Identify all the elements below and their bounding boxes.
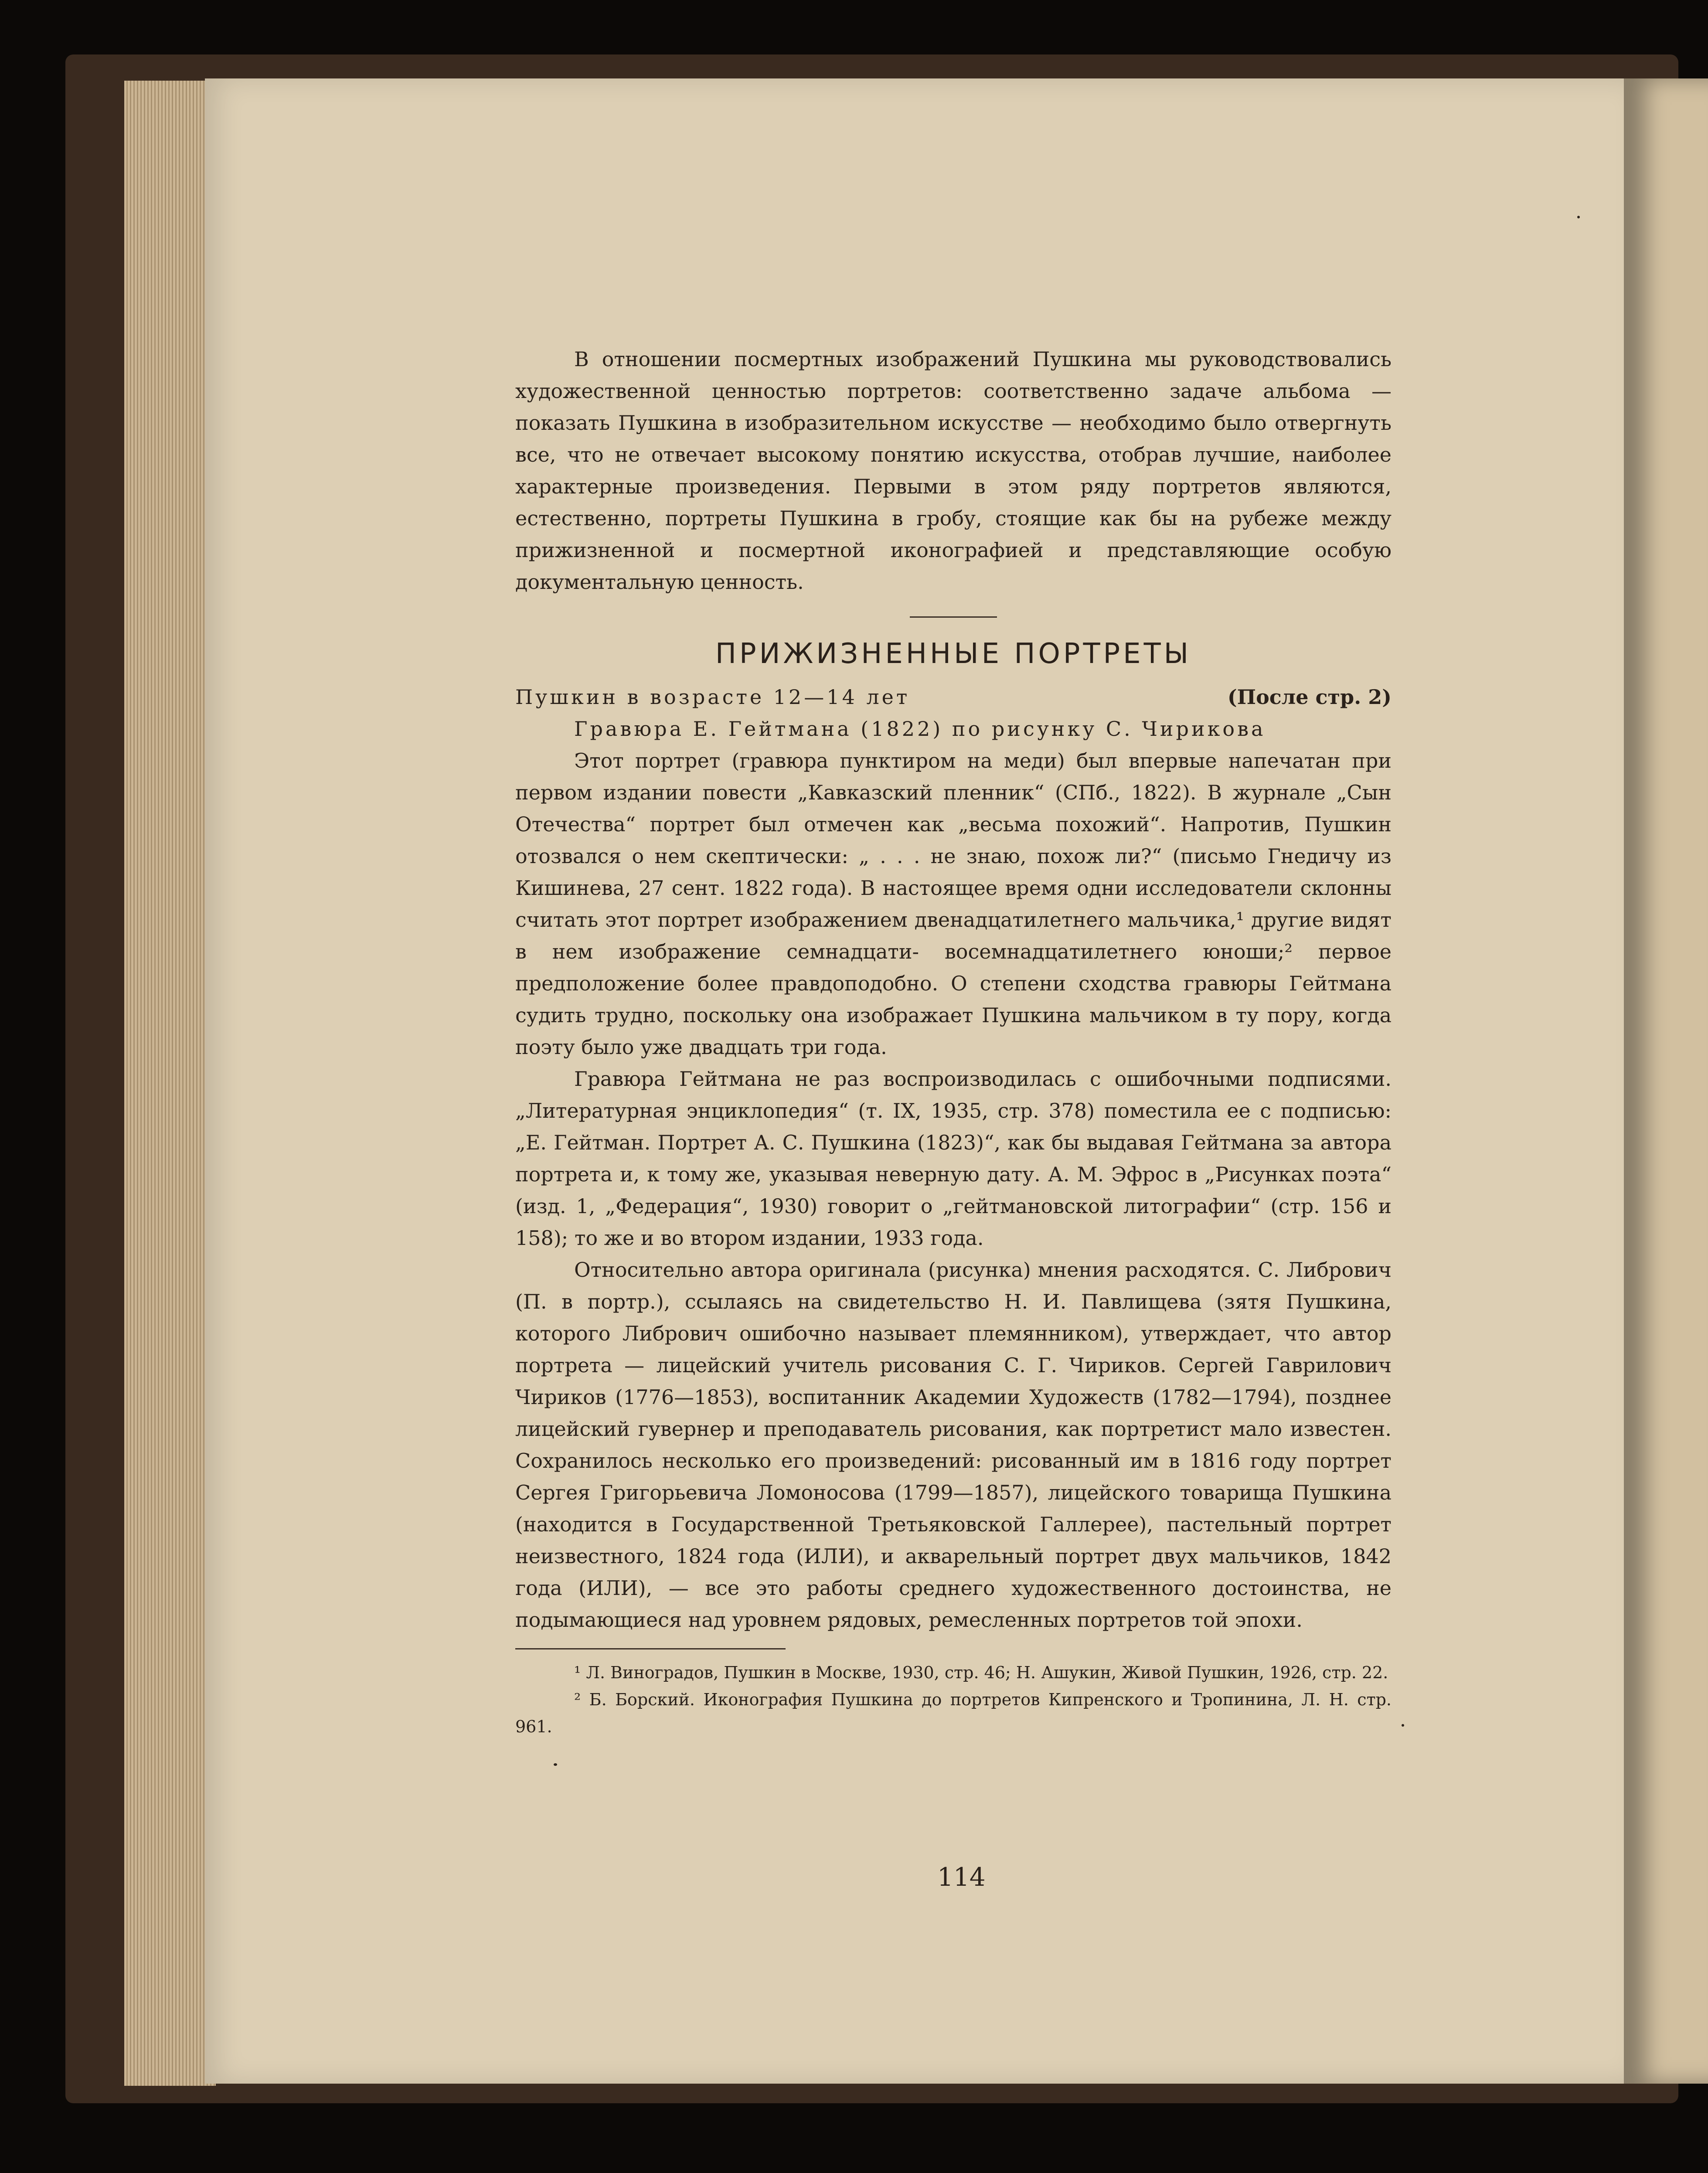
body-paragraph-3: Относительно автора оригинала (рисунка) мнения расходятся. С. Либрович (П. в портр.), ссылаясь на свидетельство Н. И. Павлищева (зятя Пушкина, которого Либрович ошибочно называет племянником), утверждает, что автор портрета — лицейский учитель рисования С. Г. Чириков. Сергей Гаврилович Чириков (1776—1853), воспитанник Академии Художеств (1782—1794), позднее лицейский гувернер и преподаватель рисования, как портретист мало известен. Сохранилось несколько его произведений: рисованный им в 1816 году портрет Сергея Григорьевича Ломоносова (1799—1857), лицейского товарища Пушкина (находится в Государственной Третьяковской Галлерее), пастельный портрет неизвестного, 1824 года (ИЛИ), и акварельный портрет двух мальчиков, 1842 года (ИЛИ), — все это работы среднего художественного достоинства, не подымающиеся над уровнем рядовых, ремесленных портретов той эпохи.	[515, 1258, 1392, 1632]
page-edges	[124, 81, 216, 2086]
footnote-2: ² Б. Борский. Иконография Пушкина до портретов Кипренского и Тропинина, Л. Н. стр. 961.	[515, 1690, 1392, 1736]
body-paragraph-2: Гравюра Гейтмана не раз воспроизводилась с ошибочными подписями. „Литературная энциклопедия“ (т. IX, 1935, стр. 378) поместила ее с подписью: „Е. Гейтман. Портрет А. С. Пушкина (1823)“, как бы выдавая Гейтмана за автора портрета и, к тому же, указывая неверную дату. А. М. Эфрос в „Рисунках поэта“ (изд. 1, „Федерация“, 1930) говорит о „гейтмановской литографии“ (стр. 156 и 158); то же и во втором издании, 1933 года.	[515, 1067, 1392, 1250]
page-number: 114	[937, 1862, 986, 1892]
speck	[554, 1763, 557, 1766]
section-title: ПРИЖИЗНЕННЫЕ ПОРТРЕТЫ	[715, 638, 1192, 670]
entry-title: Пушкин в возрасте 12—14 лет	[515, 685, 910, 709]
speck	[1577, 216, 1580, 218]
entry-header	[515, 681, 1392, 713]
footnote-1: ¹ Л. Виноградов, Пушкин в Москве, 1930, стр. 46; Н. Ашукин, Живой Пушкин, 1926, стр. 22.	[574, 1663, 1388, 1682]
entry-page-ref: (После стр. 2)	[1227, 685, 1392, 709]
section-divider	[910, 616, 997, 618]
body-paragraph-1: Этот портрет (гравюра пунктиром на меди) был впервые напечатан при первом издании повести „Кавказский пленник“ (СПб., 1822). В журнале „Сын Отечества“ портрет был отмечен как „весьма похожий“. Напротив, Пушкин отозвался о нем скептически: „ . . . не знаю, похож ли?“ (письмо Гнедичу из Кишинева, 27 сент. 1822 года). В настоящее время одни исследователи склонны считать этот портрет изображением двенадцатилетнего мальчика,¹ другие видят в нем изображение семнадцати- восемнадцатилетнего юноши;² первое предположение более правдоподобно. О степени сходства гравюры Гейтмана судить трудно, поскольку она изображает Пушкина мальчиком в ту пору, когда поэту было уже двадцать три года.	[515, 749, 1392, 1059]
speck	[1402, 1724, 1404, 1727]
page-text	[515, 343, 1392, 1740]
footnote-rule	[515, 1648, 786, 1649]
facing-page	[1624, 78, 1708, 2084]
intro-paragraph: В отношении посмертных изображений Пушкина мы руководствовались художественной ценностью портретов: соответственно задаче альбома — показать Пушкина в изобразительном искусстве — необходимо было отвергнуть все, что не отвечает высокому понятию искусства, отобрав лучшие, наиболее характерные произведения. Первыми в этом ряду портретов являются, естественно, портреты Пушкина в гробу, стоящие как бы на рубеже между прижизненной и посмертной иконографией и представляющие особую документальную ценность.	[515, 347, 1392, 594]
entry-subtitle: Гравюра Е. Гейтмана (1822) по рисунку С. Чирикова	[574, 717, 1266, 741]
